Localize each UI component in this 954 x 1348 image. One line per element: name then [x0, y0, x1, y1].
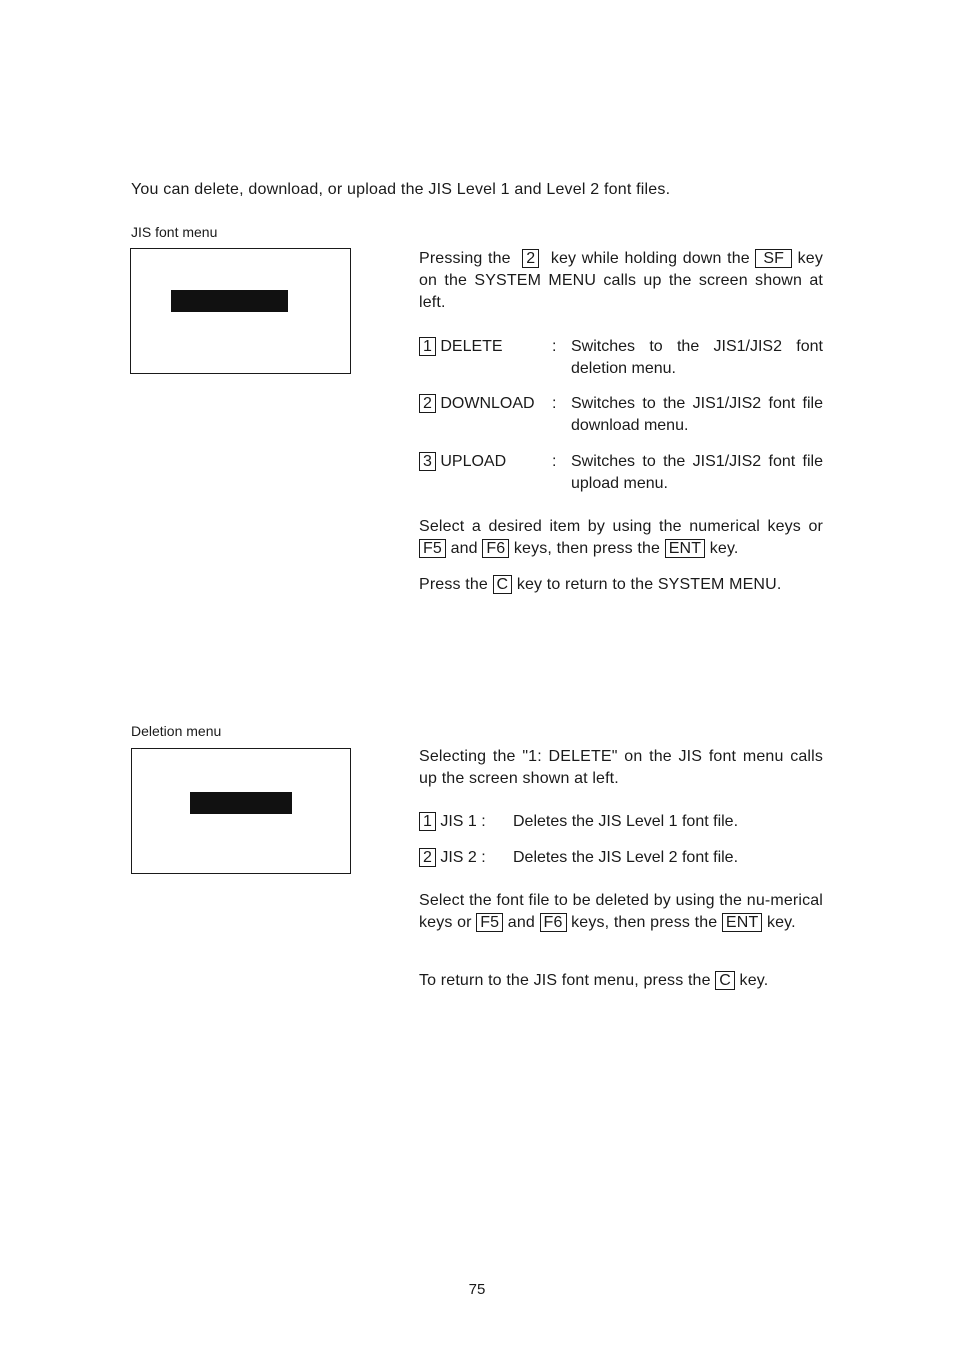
section1-intro-paragraph: Pressing the 2 key while holding down the SF key on the SYSTEM MENU calls up the screen shown at left. [419, 250, 824, 311]
deletion-item-jis1: 1 JIS 1 : Deletes the JIS Level 1 font file. [419, 811, 823, 833]
menu-item-download: 2 DOWNLOAD : Switches to the JIS1/JIS2 font file download menu. [419, 393, 823, 437]
intro-text: You can delete, download, or upload the JIS Level 1 and Level 2 font files. [131, 181, 671, 198]
deletion-menu-screen [131, 748, 351, 874]
key-3: 3 [419, 452, 436, 471]
key-ent: ENT [722, 913, 762, 932]
section2-select-paragraph: Select the font file to be deleted by using the nu-merical keys or F5 and F6 keys, then press the ENT key. [419, 892, 823, 931]
key-f6: F6 [482, 539, 509, 558]
key-f5: F5 [476, 913, 503, 932]
key-2: 2 [419, 848, 436, 867]
key-2: 2 [419, 394, 436, 413]
key-f6: F6 [540, 913, 567, 932]
key-c: C [715, 971, 735, 990]
section2-return-paragraph: To return to the JIS font menu, press the C key. [419, 972, 769, 989]
key-c: C [493, 575, 513, 594]
jis-font-menu-screen [130, 248, 351, 374]
selection-highlight-bar [171, 290, 288, 312]
jis-font-menu-caption: JIS font menu [131, 224, 218, 240]
key-sf: SF [755, 249, 792, 268]
deletion-item-jis2: 2 JIS 2 : Deletes the JIS Level 2 font file. [419, 847, 823, 869]
menu-item-delete: 1 DELETE : Switches to the JIS1/JIS2 font deletion menu. [419, 336, 823, 380]
key-2: 2 [522, 249, 539, 268]
section1-select-paragraph: Select a desired item by using the numerical keys or F5 and F6 keys, then press the ENT key. [419, 518, 823, 557]
key-1: 1 [419, 812, 436, 831]
section1-return-paragraph: Press the C key to return to the SYSTEM MENU. [419, 576, 782, 593]
key-f5: F5 [419, 539, 446, 558]
menu-item-upload: 3 UPLOAD : Switches to the JIS1/JIS2 font file upload menu. [419, 451, 823, 495]
selection-highlight-bar [190, 792, 292, 814]
page-number: 75 [468, 1281, 486, 1298]
deletion-menu-caption: Deletion menu [131, 723, 222, 739]
key-ent: ENT [665, 539, 705, 558]
section2-intro-paragraph: Selecting the "1: DELETE" on the JIS font menu calls up the screen shown at left. [419, 748, 823, 787]
key-1: 1 [419, 337, 436, 356]
